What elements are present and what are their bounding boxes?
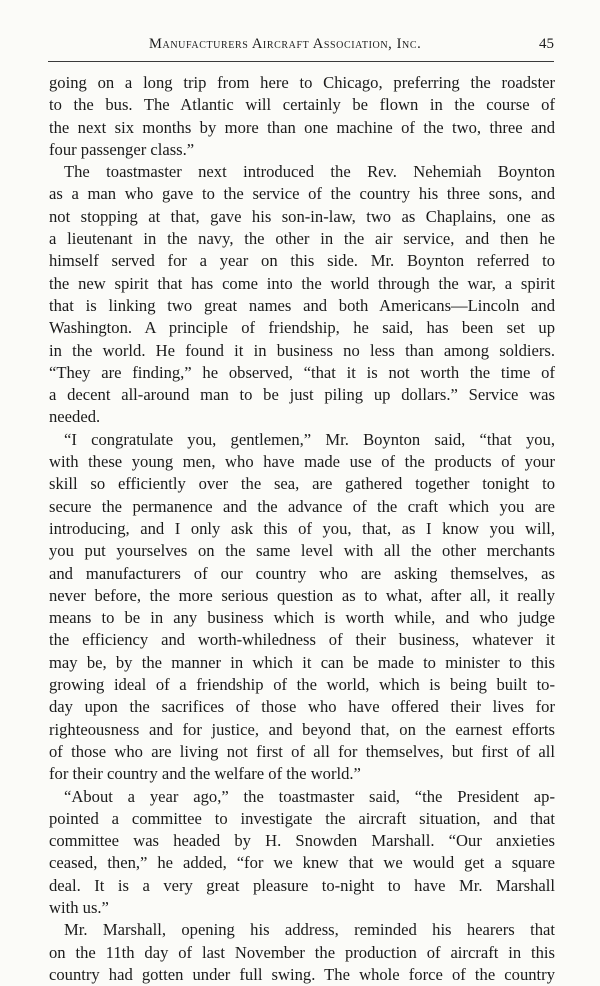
text-line: for their country and the welfare of the world.”: [49, 764, 361, 784]
text-line: with us.”: [49, 897, 109, 917]
text-line: secure the permanence and the advance of the craft which you are: [49, 496, 555, 516]
text-line: with these young men, who have made use of the products of your: [49, 452, 555, 472]
text-line: never before, the more serious question as to what, after all, it really: [49, 585, 555, 605]
text-line: Washington. A principle of friendship, he said, has been set up: [49, 318, 555, 338]
text-line: in the world. He found it in business no less than among soldiers.: [49, 340, 555, 360]
text-line: on the 11th day of last November the production of aircraft in this: [49, 942, 555, 962]
text-line: as a man who gave to the service of the country his three sons, and: [49, 184, 555, 204]
text-line: may be, by the manner in which it can be made to minister to this: [49, 652, 555, 672]
text-line: introducing, and I only ask this of you, that, as I know you will,: [49, 518, 555, 538]
text-line: a decent all-around man to be just piling up dollars.” Service was: [49, 385, 555, 405]
text-line: and manufacturers of our country who are asking themselves, as: [49, 563, 555, 583]
text-line: means to be in any business which is worth while, and who judge: [49, 608, 555, 628]
text-line: pointed a committee to investigate the aircraft situation, and that: [49, 808, 555, 828]
text-line: the next six months by more than one machine of the two, three and: [49, 117, 555, 137]
text-line: that is linking two great names and both Americans—Lincoln and: [49, 295, 555, 315]
text-line: of those who are living not first of all for themselves, but first of all: [49, 741, 555, 761]
text-line: “I congratulate you, gentlemen,” Mr. Boynton said, “that you,: [64, 429, 555, 449]
text-line: skill so efficiently over the sea, are gathered together tonight to: [49, 474, 555, 494]
text-line: committee was headed by H. Snowden Marshall. “Our anxieties: [49, 831, 555, 851]
text-line: not stopping at that, gave his son-in-law, two as Chaplains, one as: [49, 206, 555, 226]
text-line: ceased, then,” he added, “for we knew that we would get a square: [49, 853, 555, 873]
text-line: a lieutenant in the navy, the other in the air service, and then he: [49, 229, 555, 249]
text-line: deal. It is a very great pleasure to-night to have Mr. Marshall: [49, 875, 555, 895]
text-line: you put yourselves on the same level with all the other merchants: [49, 541, 555, 561]
body-text: [49, 72, 555, 986]
text-line: “About a year ago,” the toastmaster said, “the President ap-: [64, 786, 555, 806]
page-number: 45: [539, 36, 554, 52]
text-line: the efficiency and worth-whiledness of their business, whatever it: [49, 630, 555, 650]
text-line: to the bus. The Atlantic will certainly be flown in the course of: [49, 95, 555, 115]
text-line: growing ideal of a friendship of the world, which is being built to-: [49, 675, 555, 695]
text-line: day upon the sacrifices of those who have offered their lives for: [49, 697, 555, 717]
text-line: country had gotten under full swing. The whole force of the country: [49, 964, 555, 984]
text-line: himself served for a year on this side. Mr. Boynton referred to: [49, 251, 555, 271]
text-line: The toastmaster next introduced the Rev. Nehemiah Boynton: [64, 162, 555, 182]
text-line: going on a long trip from here to Chicago, preferring the roadster: [49, 73, 555, 92]
text-line: righteousness and for justice, and beyond that, on the earnest efforts: [49, 719, 555, 739]
text-line: the new spirit that has come into the world through the war, a spirit: [49, 273, 555, 293]
text-line: “They are finding,” he observed, “that it is not worth the time of: [49, 362, 555, 382]
text-line: four passenger class.”: [49, 139, 195, 159]
text-line: needed.: [49, 407, 101, 427]
header-rule: [48, 61, 554, 62]
text-line: Mr. Marshall, opening his address, reminded his hearers that: [64, 920, 555, 940]
running-header: [48, 36, 554, 58]
header-title: Manufacturers Aircraft Association, Inc.: [149, 36, 422, 52]
